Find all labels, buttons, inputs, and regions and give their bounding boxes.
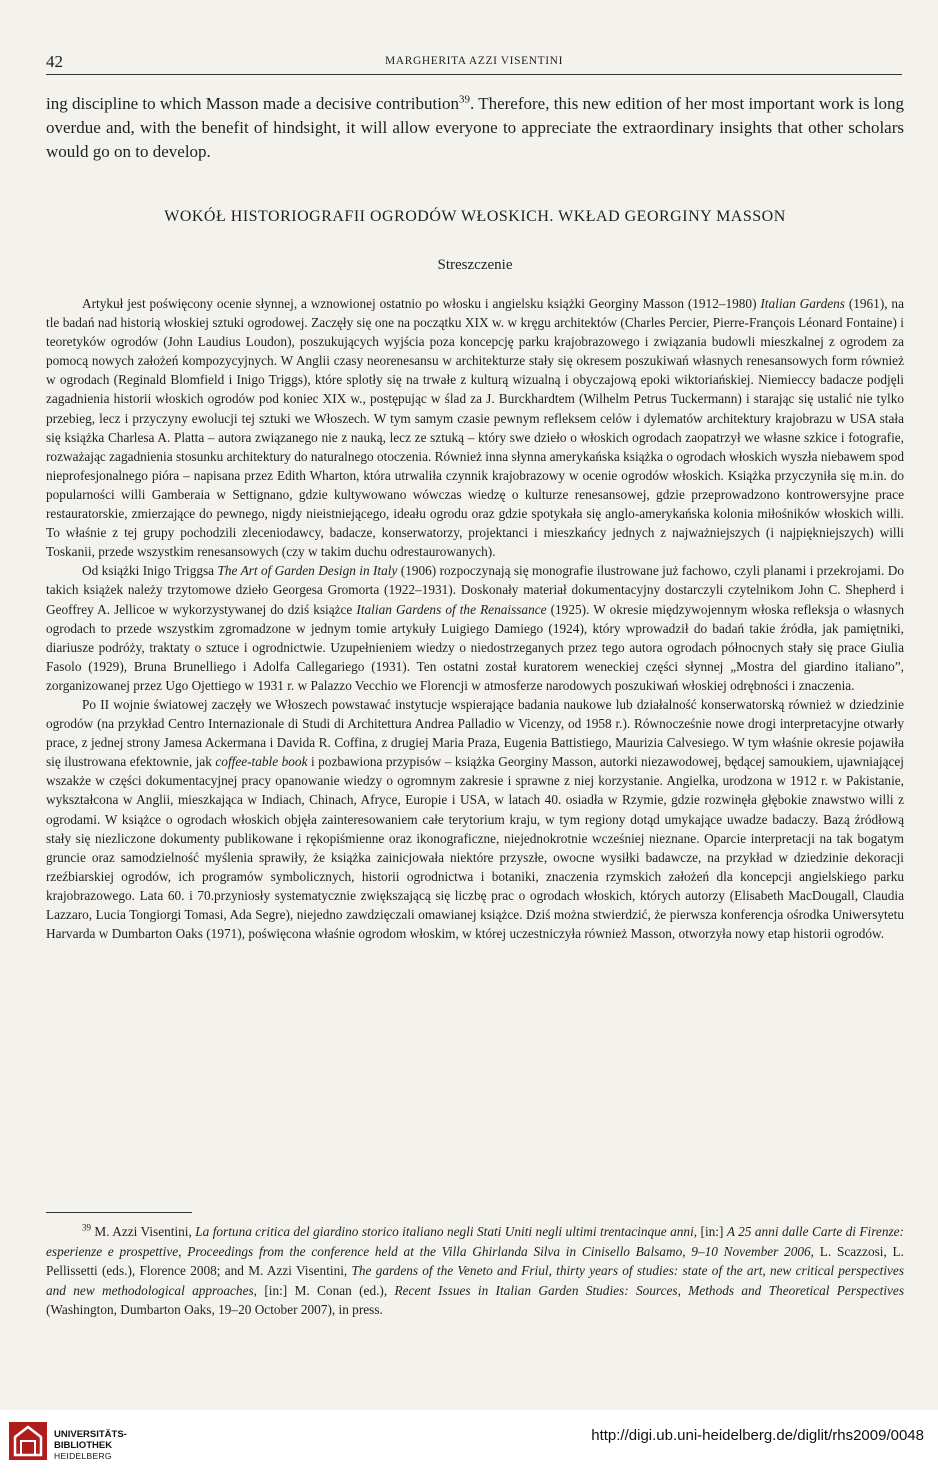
abstract-p3-italic-term: coffee-table book: [215, 754, 308, 770]
footnote-in-2: [in:]: [264, 1282, 288, 1298]
footnote-divider: [46, 1212, 192, 1213]
abstract-p1-book-title: Italian Gardens: [760, 296, 845, 311]
abstract-paragraph-1: [46, 294, 904, 561]
abstract-p1-text-b: (1961), na tle badań nad historią włoskiej sztuki ogrodowej. Zaczęły się one na początku XIX w. w kręgu architektów (Charles Percier, Pierre-François Léonard Fontaine) i teoretyków ogrodów (John Laudius Loudon), poszukujących wyjścia poza koncepcję parku krajobrazowego i związania budowli mieszkalnej z ogrodem za pomocą nowych założeń kompozycyjnych. W Anglii czasy neorenesansu w architekturze stały się okresem poszukiwań własnych renesansowych form również w ogrodach (Reginald Blomfield i Inigo Triggs), które splotły się na trwałe z kulturą wizualną i obyczajową epoki wiktoriańskiej. Niemieccy badacze podjęli zagadnienia historii włoskich ogrodów pod koniec XIX w., postępując w ślad za J. Burckhardtem (Wilhelm Petrus Tuckermann) i starając się ustalić nie tylko przebieg, lecz i przyczyny ewolucji tej sztuki we Włoszech. W tym samym czasie pewnym refleksem celów i dylematów architektury krajobrazu w USA stała się książka Charlesa A. Platta – autora związanego nie z nauką, lecz ze sztuką – który swe dzieło o włoskich ogrodach zaopatrzył we własne szkice i fotografie, rozważając zagadnienia stosunku architektury do naturalnego otoczenia. Również inna słynna amerykańska książka o ogrodach włoskich wyszła niebawem spod nieprofesjonalnego pióra – napisana przez Edith Wharton, która utrwaliła czynnik krajobrazowy w ocenie ogrodów włoskich. Książka przyczyniła się m.in. do popularności willi Gamberaia w Settignano, gdzie kultywowano wówczas wiedzę o kulturze renesansowej, gdzie przeprowadzono kontrowersyjne prace restauratorskie, zmierzające do pewnego, nigdy nieistniejącego, ideału ogrodu oraz gdzie spotykała się anglo-amerykańska kolonia miłośników włoskich willi. To właśnie z tej grupy pochodzili zleceniodawcy, badacze, konserwatorzy, projektanci i mieszkańcy jednych z najważniejszych (i najpiękniejszych) willi Toskanii, przede wszystkim renesansowych (czy w takim duchu odrestaurowanych).: [46, 296, 904, 560]
footnote-in-1: [in:]: [700, 1224, 724, 1239]
footnote-reference[interactable]: 39: [458, 93, 470, 106]
logo-text-line-2: BIBLIOTHEK: [54, 1440, 113, 1451]
footnote-editor-2: M. Conan: [294, 1282, 352, 1298]
footnote-ed-label: (ed.),: [359, 1282, 388, 1298]
footnote-title-4: Recent Issues in Italian Garden Studies: Sources, Methods and Theoretical Perspectives: [394, 1282, 905, 1298]
abstract-p3-text-a: Po II wojnie światowej zaczęły we Włoszech powstawać instytucje wspierające badania naukowe lub działalność konserwatorską również w dziedzinie ogrodów (na przykład Centro Internazionale di Studi di Architettura Andrea Palladio w Vicenzy, od 1958 r.). Równocześnie nowe drogi interpretacyjne otwarły prace, z jednej strony Jamesa Ackermana i Davida R. Coffina, z drugiej Maria Praza, Eugenia Battistiego, Maurizia Calvesiego. W tym właśnie okresie pojawiła się ilustrowana efektownie, jak: [46, 696, 904, 770]
footnote-number: 39: [82, 1222, 91, 1233]
abstract-p2-book-title-1: The Art of Garden Design in Italy: [217, 563, 398, 579]
footnote-publication-2: (Washington, Dumbarton Oaks, 19–20 October 2007), in press.: [46, 1302, 383, 1317]
abstract-paragraph-3: [46, 695, 904, 943]
abstract-p2-text-a: Od książki Inigo Triggsa: [82, 563, 218, 579]
abstract-p3-text-b: i pozbawiona przypisów – książka Georginy Masson, autorki niezawodowej, będącej samoukiem, ujawniającej wszakże w części dokumentacyjnej pracy opanowanie wiedzy o ogromnym zakresie i sprawne z niej korzystanie. Angielka, urodzona w 1912 r. w Pakistanie, wykształcona w Anglii, mieszkająca w Indiach, Chinach, Afryce, Europie i USA, w latach 40. osiadła w Rzymie, gdzie rozwinęła głębokie znawstwo willi z ogrodami. W książce o ogrodach włoskich objęła zainteresowaniem całe terytorium kraju, w tym regiony dotąd umykające uwadze badaczy. Bazą źródłową stały się niezliczone dokumenty publikowane i rękopiśmienne oraz ikonograficzne, niejednokrotnie wcześniej nieznane. Oparcie interpretacji na tak bogatym gruncie oraz samodzielność myślenia sprawiły, że książka zainicjowała niektóre przyszłe, owocne wysiłki badawcze, na przykład w dziedzinie dekoracji rzeźbiarskiej ogrodów, ich programów symbolicznych, historii ogrodnictwa i botaniki, znaczenia rzymskich założeń dla koncepcji angielskiego parku krajobrazowego. Lata 60. i 70.przyniosły systematycznie zwiększającą się liczbę prac o ogrodach włoskich, których autorzy (Elisabeth MacDougall, Claudia Lazzaro, Lucia Tongiorgi Tomasi, Ada Segre), niejedno zawdzięczali omawianej książce. Dziś można stwierdzić, że pierwsza konferencja ośrodka Uniwersytetu Harvarda w Dumbarton Oaks (1971), poświęcona właśnie ogrodom włoskim, w której uczestniczyła również Masson, otworzyła nowy etap historii ogrodów.: [46, 754, 904, 942]
page-header: [46, 50, 902, 75]
footnote-39: [46, 1222, 904, 1320]
logo-text-line-3: HEIDELBERG: [54, 1451, 112, 1461]
source-url-link[interactable]: http://digi.ub.uni-heidelberg.de/diglit/rhs2009/0048: [591, 1427, 924, 1444]
footnote-publication-1: (eds.), Florence 2008; and: [101, 1263, 244, 1278]
abstract-p2-text-b: (1906) rozpoczynają się monografie ilustrowane już fachowo, czyli planami i przekrojami. Do takich książek należy trzytomowe dzieło Georgesa Gromorta (1922–1931). Doskonały materiał dokumentacyjny dostarczyli czytelnikom John C. Shepherd i Geoffrey A. Jellicoe w wykorzystywanej do dziś książce: [46, 563, 905, 617]
footnote-author-2: M. Azzi Visentini,: [248, 1263, 348, 1278]
footnote-title-2: A 25 anni dalle Carte di Firenze: esperienze e prospettive, Proceedings from the conference held at the Villa Ghirlanda Silva in Cinisello Balsamo, 9–10 November 2006,: [46, 1224, 904, 1259]
section-subtitle: Streszczenie: [437, 257, 513, 273]
intro-text-after: . Therefore, this new edition of her most important work is long overdue and, with the benefit of hindsight, it will allow everyone to appreciate the extraordinary insights that other scholars would go on to develop.: [46, 94, 905, 161]
abstract-p2-text-c: (1925). W okresie międzywojennym włoska refleksja o własnych ogrodach to przede wszystkim zgromadzone w jednym tomie artykuły Luigiego Damiego (1924), który wprowadził do badań takie źródła, jak pamiętniki, diariusze podróży, traktaty o sztuce i ogrodnictwie. Uzupełnieniem wiedzy o niedostrzeganych przez tego autora ogrodach północnych stały się prace Giulia Fasolo (1929), Bruna Brunelliego i Adolfa Callegariego (1931). Ten ostatni został kuratorem weneckiej części słynnej „Mostra del giardino italiano”, zorganizowanej przez Ugo Ojettiego w 1931 r. w Palazzo Vecchio we Florencji w atmosferze narodowych poszukiwań włoskiej odrębności i znaczenia.: [46, 601, 904, 693]
abstract-p1-text-a: Artykuł jest poświęcony ocenie słynnej, a wznowionej ostatnio po włosku i angielsku książki Georginy Masson (1912–1980): [82, 296, 761, 311]
intro-paragraph: [46, 92, 904, 164]
page-number: 42: [46, 52, 63, 71]
abstract-p2-book-title-2: Italian Gardens of the Renaissance: [356, 601, 547, 617]
footnote-author-1: M. Azzi Visentini,: [94, 1224, 192, 1239]
abstract-paragraph-2: [46, 561, 904, 695]
abstract: [46, 294, 904, 943]
running-head: MARGHERITA AZZI VISENTINI: [384, 55, 564, 67]
footer-bar: [0, 1410, 938, 1474]
logo-text-line-1: UNIVERSITÄTS-: [54, 1429, 127, 1440]
intro-text-before: ing discipline to which Masson made a decisive contribution: [46, 94, 459, 113]
section-title: WOKÓŁ HISTORIOGRAFII OGRODÓW WŁOSKICH. WKŁAD GEORGINY MASSON: [164, 208, 786, 225]
footnote-editors-1: L. Scazzosi, L. Pellissetti: [46, 1243, 904, 1278]
university-library-logo-icon: [8, 1421, 48, 1461]
footnote-title-1: La fortuna critica del giardino storico italiano negli Stati Uniti negli ultimi trentacinque anni,: [195, 1224, 698, 1239]
footnote-title-3: The gardens of the Veneto and Friul, thirty years of studies: state of the art, new critical perspectives and new methodological approaches,: [46, 1263, 905, 1298]
